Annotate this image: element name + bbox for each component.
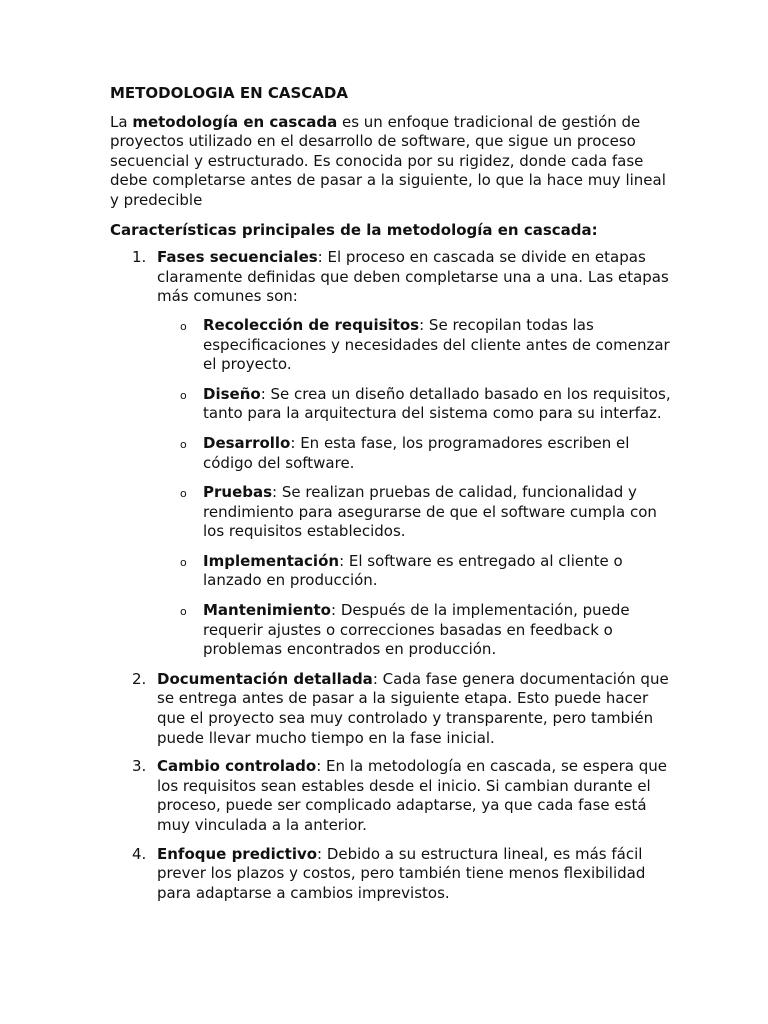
list-item-2 — [110, 670, 678, 748]
sub-item-term: Desarrollo — [203, 433, 291, 452]
circle-bullet-icon: o — [180, 555, 187, 569]
section-heading: Características principales de la metodología en cascada: — [110, 220, 598, 239]
sub-item-desarrollo — [157, 434, 678, 473]
sub-item-term: Diseño — [203, 384, 261, 403]
sub-item-text: : Se recopilan todas las especificaciones y necesidades del cliente antes de comenzar el proyecto. — [203, 315, 670, 374]
circle-bullet-icon: o — [180, 319, 187, 333]
item-text: : En la metodología en cascada, se espera que los requisitos sean estables desde el inicio. Si cambian durante el proceso, puede ser complicado adaptarse, ya que cada fase está muy vinculada a la anterior. — [157, 757, 667, 834]
list-number: 2. — [132, 669, 147, 688]
item-text: : Cada fase genera documentación que se entrega antes de pasar a la siguiente etapa. Esto puede hacer que el proyecto sea muy controlado y transparente, pero también puede llevar mucho tiempo en la fase inicial. — [157, 669, 669, 747]
item-text: : El proceso en cascada se divide en etapas claramente definidas que deben completarse una a una. Las etapas más comunes son: — [157, 248, 669, 306]
sub-item-diseno — [157, 385, 678, 424]
list-number: 4. — [132, 844, 147, 863]
sub-item-text: : Se crea un diseño detallado basado en los requisitos, tanto para la arquitectura del sistema como para su interfaz. — [203, 384, 671, 423]
circle-bullet-icon: o — [180, 487, 187, 501]
phases-sublist — [157, 316, 678, 660]
sub-item-implementacion — [157, 552, 678, 591]
intro-paragraph — [110, 113, 678, 211]
sub-item-text: : Después de la implementación, puede requerir ajustes o correcciones basadas en feedback o problemas encontrados en producción. — [203, 601, 630, 659]
circle-bullet-icon: o — [180, 605, 187, 619]
sub-item-term: Implementación — [203, 551, 340, 570]
intro-prefix: La — [110, 112, 133, 131]
circle-bullet-icon: o — [180, 388, 187, 402]
list-item-3 — [110, 757, 678, 835]
item-term: Enfoque predictivo — [157, 844, 318, 863]
circle-bullet-icon: o — [180, 437, 187, 451]
item-term: Fases secuenciales — [157, 248, 318, 267]
sub-item-term: Pruebas — [203, 483, 273, 502]
item-text: : Debido a su estructura lineal, es más fácil prever los plazos y costos, pero también tiene menos flexibilidad para adaptarse a cambios imprevistos. — [157, 844, 646, 902]
sub-item-text: : El software es entregado al cliente o lanzado en producción. — [203, 551, 623, 590]
characteristics-list — [110, 248, 678, 903]
sub-item-requisitos — [157, 316, 678, 375]
list-number: 1. — [132, 248, 147, 267]
item-term: Documentación detallada — [157, 669, 373, 688]
item-term: Cambio controlado — [157, 757, 317, 776]
document-title: METODOLOGIA EN CASCADA — [110, 84, 348, 102]
intro-bold-term: metodología en cascada — [132, 112, 338, 131]
sub-item-term: Recolección de requisitos — [203, 315, 420, 334]
list-number: 3. — [132, 757, 147, 776]
sub-item-mantenimiento — [157, 601, 678, 660]
sub-item-text: : Se realizan pruebas de calidad, funcionalidad y rendimiento para asegurarse de que el software cumpla con los requisitos establecidos. — [203, 483, 657, 541]
sub-item-pruebas — [157, 483, 678, 542]
intro-text: es un enfoque tradicional de gestión de proyectos utilizado en el desarrollo de software, que sigue un proceso secuencial y estructurado. Es conocida por su rigidez, donde cada fase debe completarse antes de pasar a la siguiente, lo que la hace muy lineal y predecible — [110, 112, 666, 209]
sub-item-text: : En esta fase, los programadores escriben el código del software. — [203, 433, 630, 472]
list-item-1 — [110, 248, 678, 660]
sub-item-term: Mantenimiento — [203, 601, 331, 620]
list-item-4 — [110, 845, 678, 904]
